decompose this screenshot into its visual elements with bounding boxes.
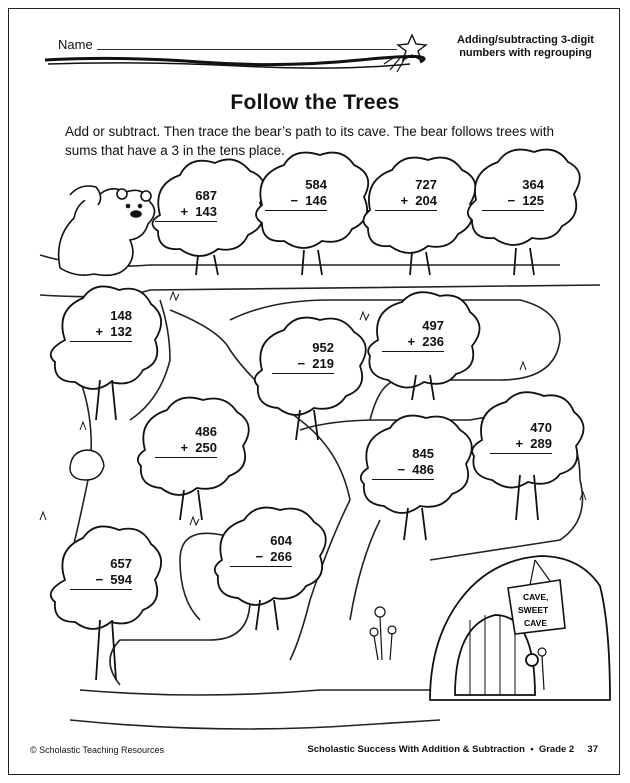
tree-3	[363, 158, 475, 275]
bear-illustration	[59, 186, 155, 275]
page-number: 37	[587, 744, 598, 755]
tree-problem-5: 148 + 132	[70, 308, 132, 342]
name-label: Name	[58, 37, 93, 52]
tree-problem-12: 657 − 594	[70, 556, 132, 590]
tree-problem-10: 470 + 289	[490, 420, 552, 454]
addend-bottom: + 143	[155, 204, 217, 222]
tree-2	[256, 153, 368, 275]
tree-problem-3: 727 + 204	[375, 177, 437, 211]
tree-problem-1	[155, 188, 217, 222]
page-title: Follow the Trees	[230, 91, 400, 114]
tree-problem-2: 584 − 146	[265, 177, 327, 211]
tree-problem-7: 497 + 236	[382, 318, 444, 352]
tree-problem-6: 952 − 219	[272, 340, 334, 374]
sign-line-3: CAVE	[524, 618, 547, 628]
tree-5	[51, 286, 161, 420]
tree-problem-8: 486 + 250	[155, 424, 217, 458]
tree-problem-9: 845 − 486	[372, 446, 434, 480]
topic-line-1: Adding/subtracting 3-digit	[457, 34, 594, 46]
tree-12	[51, 526, 161, 680]
sign-line-2: SWEET	[518, 605, 549, 615]
tree-problem-11: 604 − 266	[230, 533, 292, 567]
book-title: Scholastic Success With Addition & Subtraction	[307, 744, 525, 755]
rock-illustration	[70, 450, 104, 480]
addend-top: 687	[195, 188, 217, 203]
tree-8	[138, 398, 249, 520]
star-icon	[384, 35, 426, 72]
instructions: Add or subtract. Then trace the bear’s path to its cave. The bear follows trees with sums that have a 3 in the tens place.	[65, 124, 555, 158]
topic-line-2: numbers with regrouping	[459, 47, 592, 59]
operator: +	[180, 204, 189, 219]
copyright-text: © Scholastic Teaching Resources	[30, 745, 165, 755]
footer-book-info: Scholastic Success With Addition & Subtraction • Grade 2 37	[307, 744, 598, 755]
sign-line-1: CAVE,	[523, 592, 549, 602]
grade-label: Grade 2	[538, 744, 575, 755]
tree-4	[468, 150, 580, 275]
tree-problem-4: 364 − 125	[482, 177, 544, 211]
tree-11	[215, 508, 326, 630]
tree-10	[472, 392, 583, 520]
